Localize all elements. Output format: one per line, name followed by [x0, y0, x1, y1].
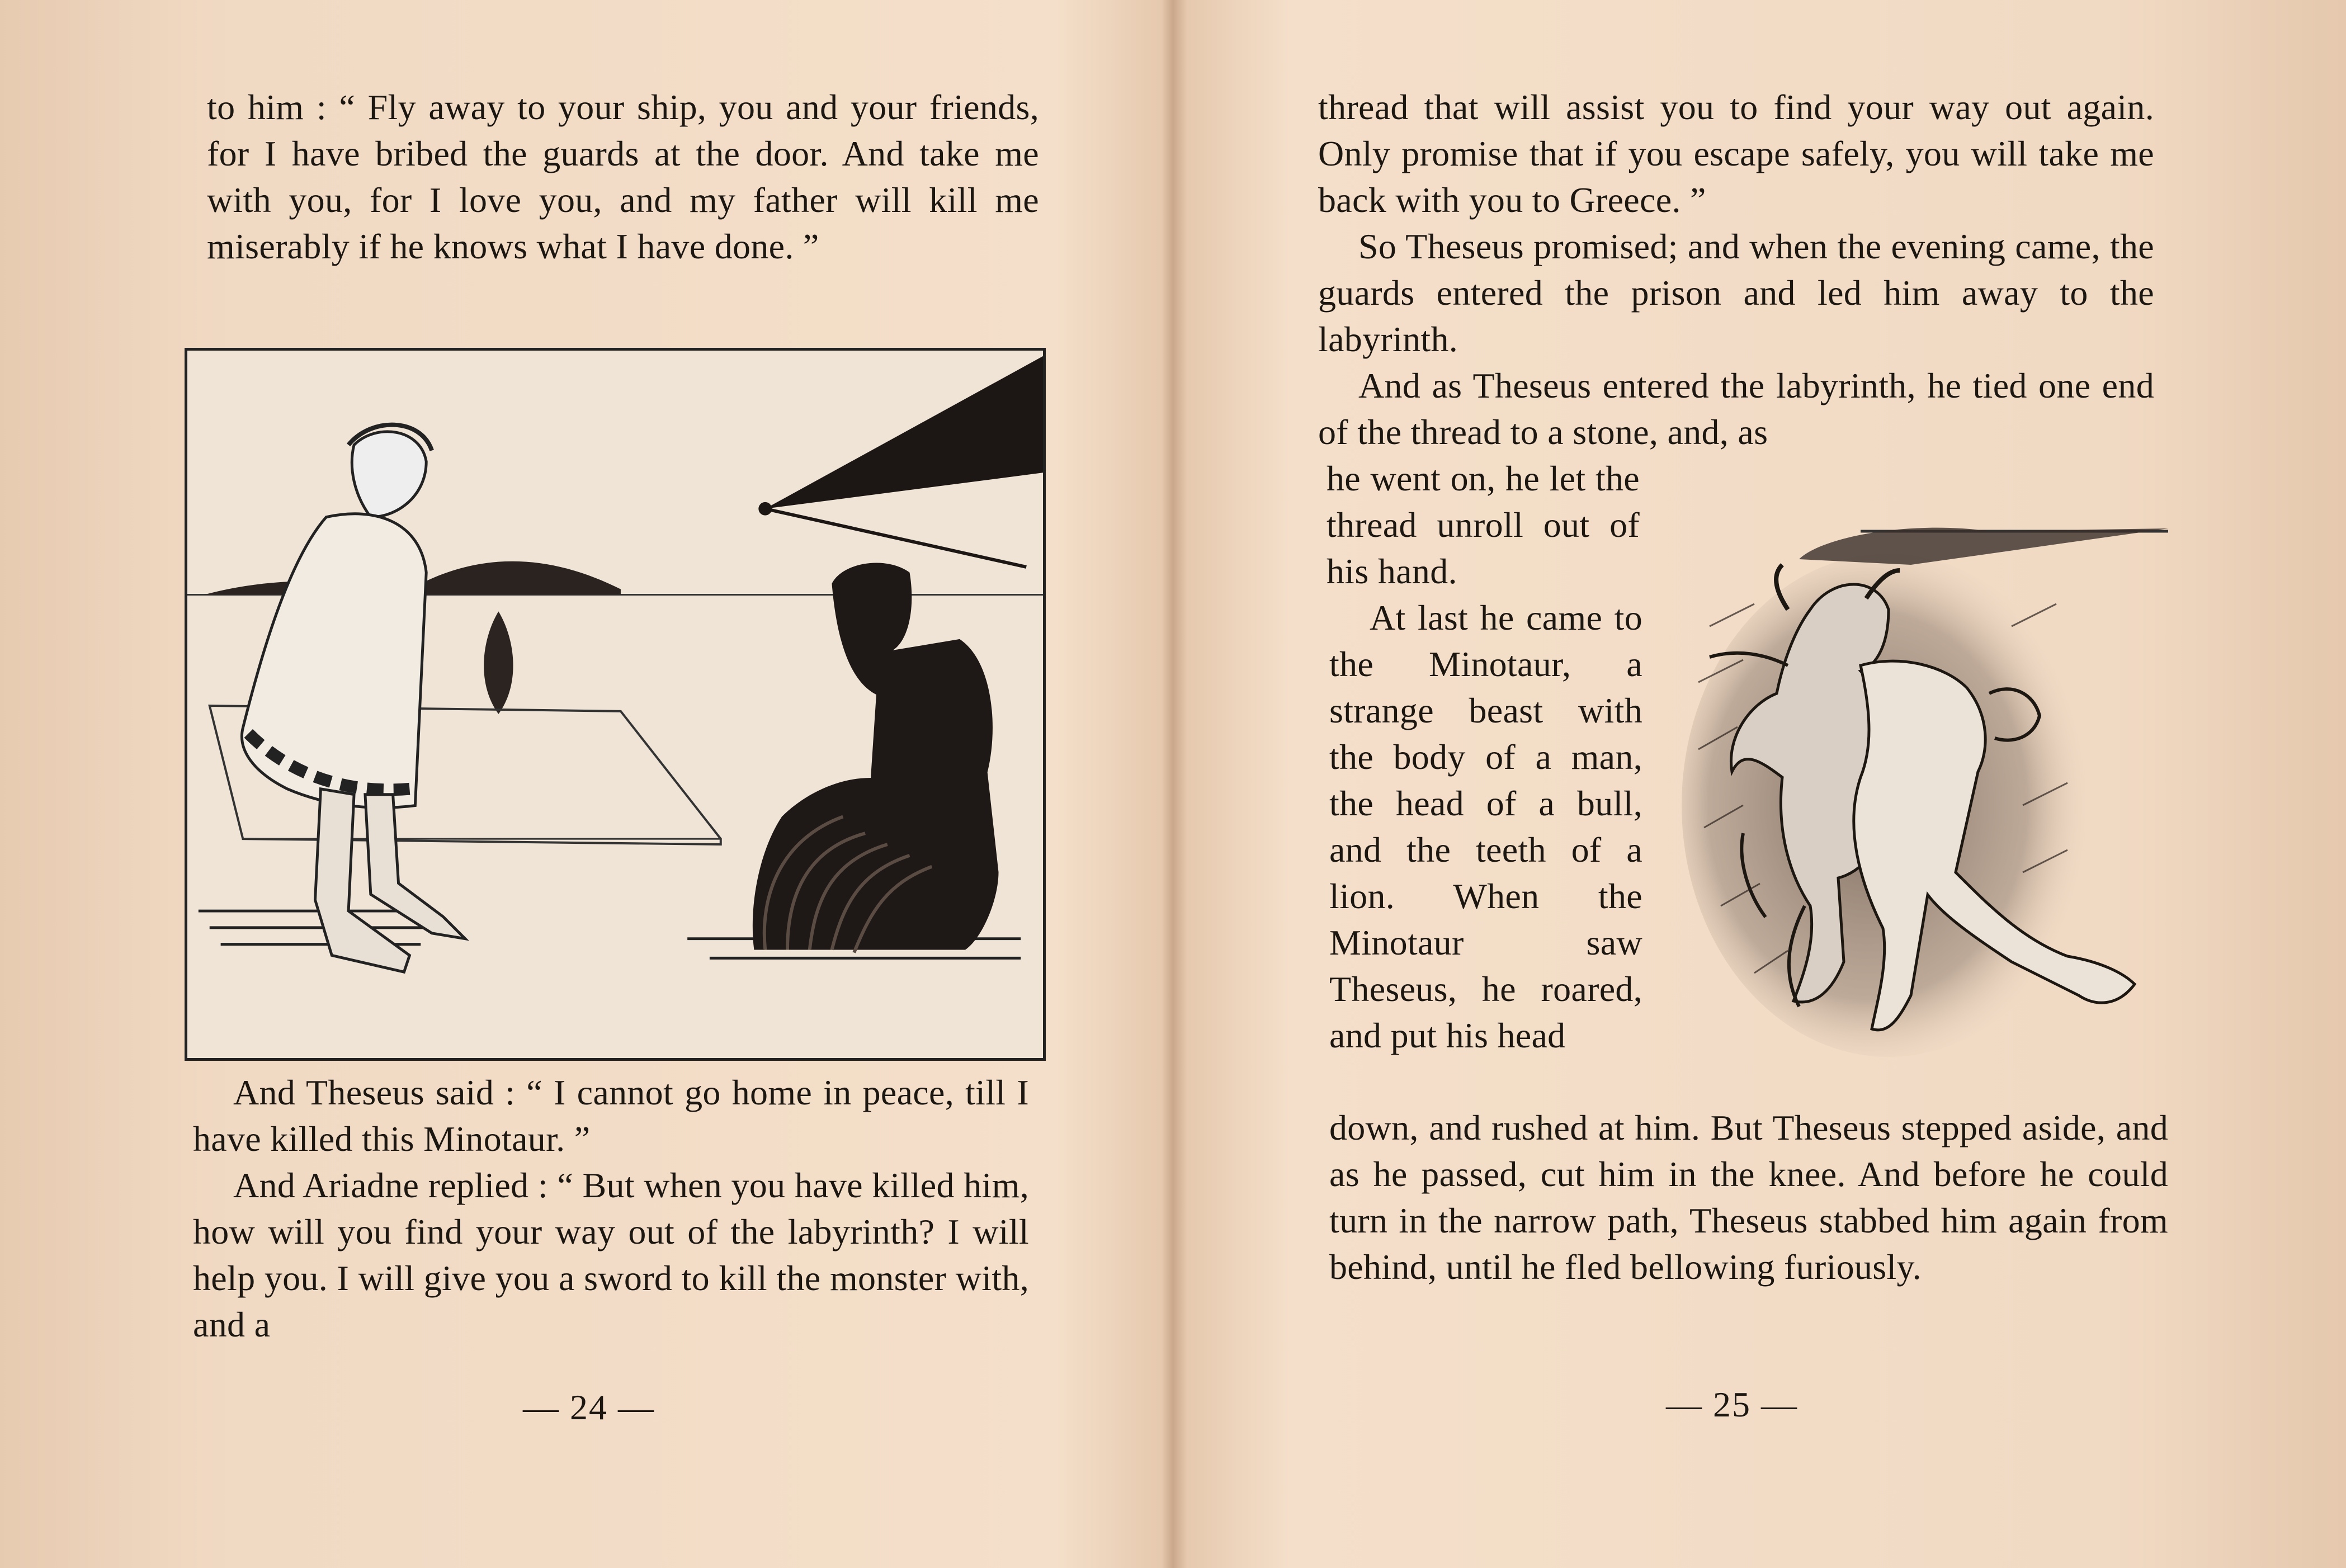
left-paragraph-1: to him : “ Fly away to your ship, you and your friends, for I have bribed the guards at the door. And take me with you, for I love you, and my father will kill me miserably if he knows what I have done. ” — [207, 87, 1039, 266]
page-number-left: — 24 — — [523, 1387, 655, 1427]
page-number-right: — 25 — — [1666, 1385, 1798, 1424]
right-paragraph-6: down, and rushed at him. But Theseus stepped aside, and as he passed, cut him in the knee. And before he could turn in the narrow path, Theseus stabbed him again from behind, until he fled bellowing furiously. — [1329, 1108, 2168, 1287]
right-paragraph-4: he went on, he let the thread unroll out of his hand. — [1327, 459, 1640, 591]
minotaur-illustration — [1676, 514, 2179, 1062]
right-paragraph-2: So Theseus promised; and when the evening came, the guards entered the prison and led him away to the labyrinth. — [1318, 226, 2154, 359]
right-paragraph-1: thread that will assist you to find your way out again. Only promise that if you escape safely, you will take me back with you to Greece. ” — [1318, 87, 2154, 220]
theseus-ariadne-illustration — [185, 348, 1046, 1061]
right-page — [1173, 0, 2346, 1568]
left-paragraph-2: And Theseus said : “ I cannot go home in peace, till I have killed this Minotaur. ” — [193, 1073, 1029, 1159]
right-paragraph-3: And as Theseus entered the labyrinth, he tied one end of the thread to a stone, and, as — [1318, 366, 2154, 452]
left-paragraph-3: And Ariadne replied : “ But when you have killed him, how will you find your way out of the labyrinth? I will help you. I will give you a sword to kill the monster with, and a — [193, 1165, 1029, 1344]
right-paragraph-5: At last he came to the Minotaur, a strange beast with the body of a man, the head of a bull, and the teeth of a lion. When the Minotaur saw Theseus, he roared, and put his head — [1329, 598, 1642, 1055]
